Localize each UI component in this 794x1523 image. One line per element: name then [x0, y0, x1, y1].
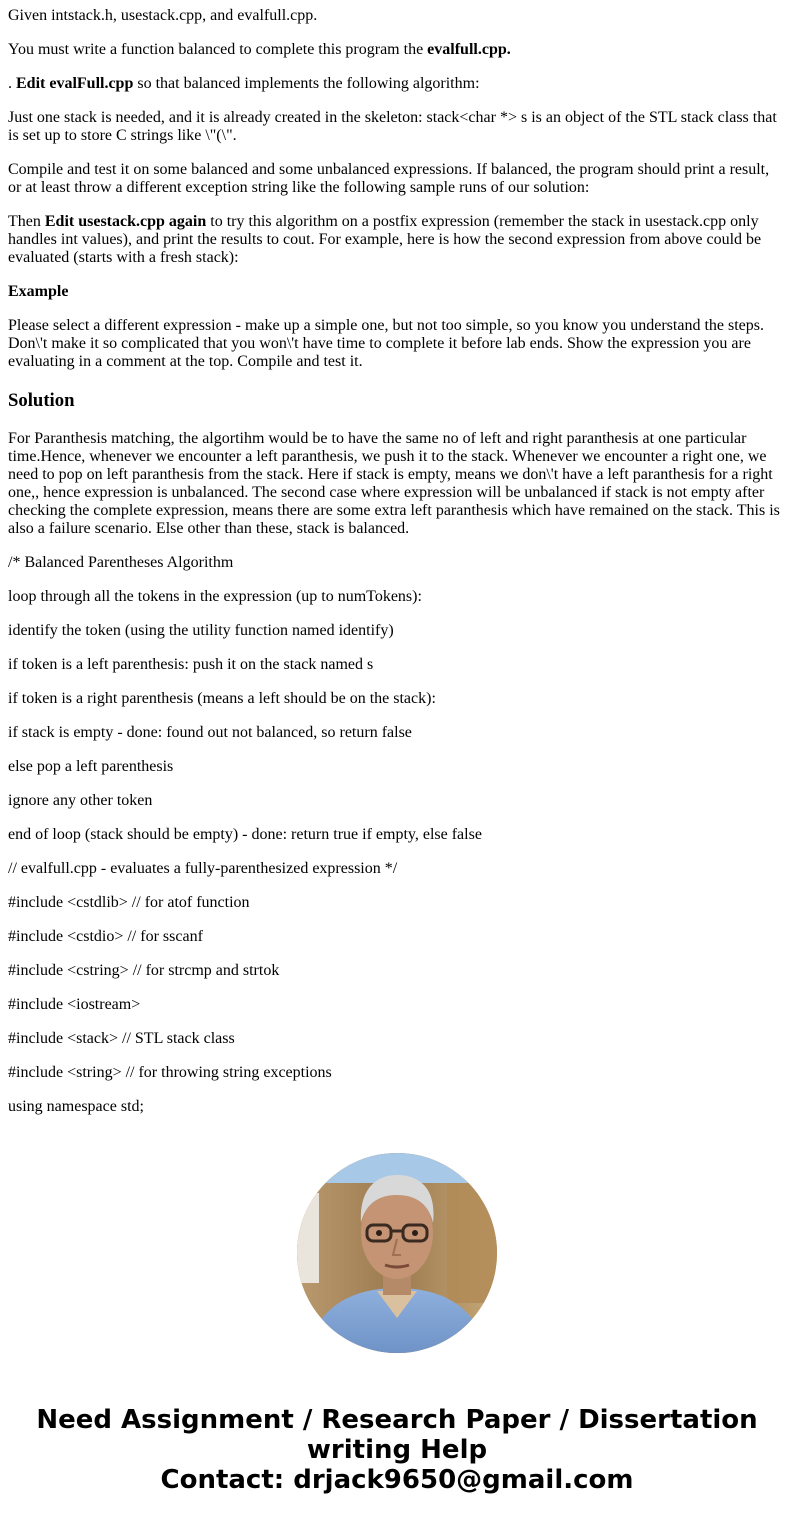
- solution-line: using namespace std;: [8, 1098, 144, 1115]
- intro-paragraph-3: [8, 75, 786, 93]
- solution-line: #include <stack> // STL stack class: [8, 1030, 235, 1047]
- intro-paragraph-5: Compile and test it on some balanced and some unbalanced expressions. If balanced, the program should print a result, or at least throw a different exception string like the following sample runs of our solution:: [8, 161, 770, 196]
- solution-line: if stack is empty - done: found out not balanced, so return false: [8, 724, 412, 741]
- solution-heading: Solution: [8, 390, 75, 411]
- intro-paragraph-2-text: You must write a function balanced to complete this program the: [8, 41, 428, 58]
- solution-line: #include <cstdio> // for sscanf: [8, 928, 203, 945]
- intro-paragraph-3-bold: Edit evalFull.cpp: [16, 75, 134, 92]
- solution-paragraph: For Paranthesis matching, the algortihm would be to have the same no of left and right paranthesis at one particular time.Hence, whenever we encounter a left paranthesis, we push it to the stack. Whenever we encounter a right one, we need to pop on left paranthesis from the stack. Here if stack is empty, means we don\'t have a left paranthesis for a right one,, hence expression is unbalanced. The second case where expression will be unbalanced if stack is not empty after checking the complete expression, means there are some extra left paranthesis which have remained on the stack. This is also a failure scenario. Else other than these, stack is balanced.: [8, 430, 780, 537]
- avatar: [297, 1153, 497, 1353]
- intro-paragraph-6-prefix: Then: [8, 213, 45, 230]
- promo-banner-line-1: Need Assignment / Research Paper / Dissertation writing Help: [36, 1405, 758, 1465]
- solution-line: #include <cstdlib> // for atof function: [8, 894, 250, 911]
- solution-line: /* Balanced Parentheses Algorithm: [8, 554, 234, 571]
- example-label-text: Example: [8, 283, 69, 300]
- intro-paragraph-6-text: to try this algorithm on a postfix expression (remember the stack in usestack.cpp only handles int values), and print the results to cout. For example, here is how the second expression from above could be evaluated (starts with a fresh stack):: [8, 213, 762, 266]
- solution-line: identify the token (using the utility function named identify): [8, 622, 394, 639]
- solution-line: ignore any other token: [8, 792, 153, 809]
- example-label: [8, 283, 786, 301]
- intro-paragraph-2: [8, 41, 786, 59]
- intro-paragraph-1: Given intstack.h, usestack.cpp, and evalfull.cpp.: [8, 7, 318, 24]
- solution-line: if token is a right parenthesis (means a left should be on the stack):: [8, 690, 436, 707]
- solution-line: end of loop (stack should be empty) - done: return true if empty, else false: [8, 826, 482, 843]
- intro-paragraph-4: Just one stack is needed, and it is already created in the skeleton: stack<char *> s is an object of the STL stack class that is set up to store C strings like \"(\".: [8, 109, 777, 144]
- promo-banner: [0, 1405, 794, 1495]
- solution-line: if token is a left parenthesis: push it on the stack named s: [8, 656, 374, 673]
- solution-line: // evalfull.cpp - evaluates a fully-parenthesized expression */: [8, 860, 398, 877]
- solution-line: #include <string> // for throwing string exceptions: [8, 1064, 332, 1081]
- solution-line: loop through all the tokens in the expression (up to numTokens):: [8, 588, 422, 605]
- intro-paragraph-6: [8, 213, 786, 267]
- solution-line: #include <cstring> // for strcmp and strtok: [8, 962, 280, 979]
- intro-paragraph-7: Please select a different expression - make up a simple one, but not too simple, so you know you understand the steps. Don\'t make it so complicated that you won\'t have time to complete it before lab ends. Show the expression you are evaluating in a comment at the top. Compile and test it.: [8, 317, 764, 370]
- solution-line: #include <iostream>: [8, 996, 141, 1013]
- avatar-portrait-image: [297, 1153, 497, 1353]
- intro-paragraph-2-bold: evalfull.cpp.: [427, 41, 511, 58]
- solution-line: else pop a left parenthesis: [8, 758, 174, 775]
- intro-paragraph-6-bold: Edit usestack.cpp again: [44, 213, 207, 230]
- intro-paragraph-3-prefix: .: [8, 75, 16, 92]
- promo-banner-line-2: Contact: drjack9650@gmail.com: [160, 1465, 634, 1495]
- intro-paragraph-3-text: so that balanced implements the following algorithm:: [133, 75, 480, 92]
